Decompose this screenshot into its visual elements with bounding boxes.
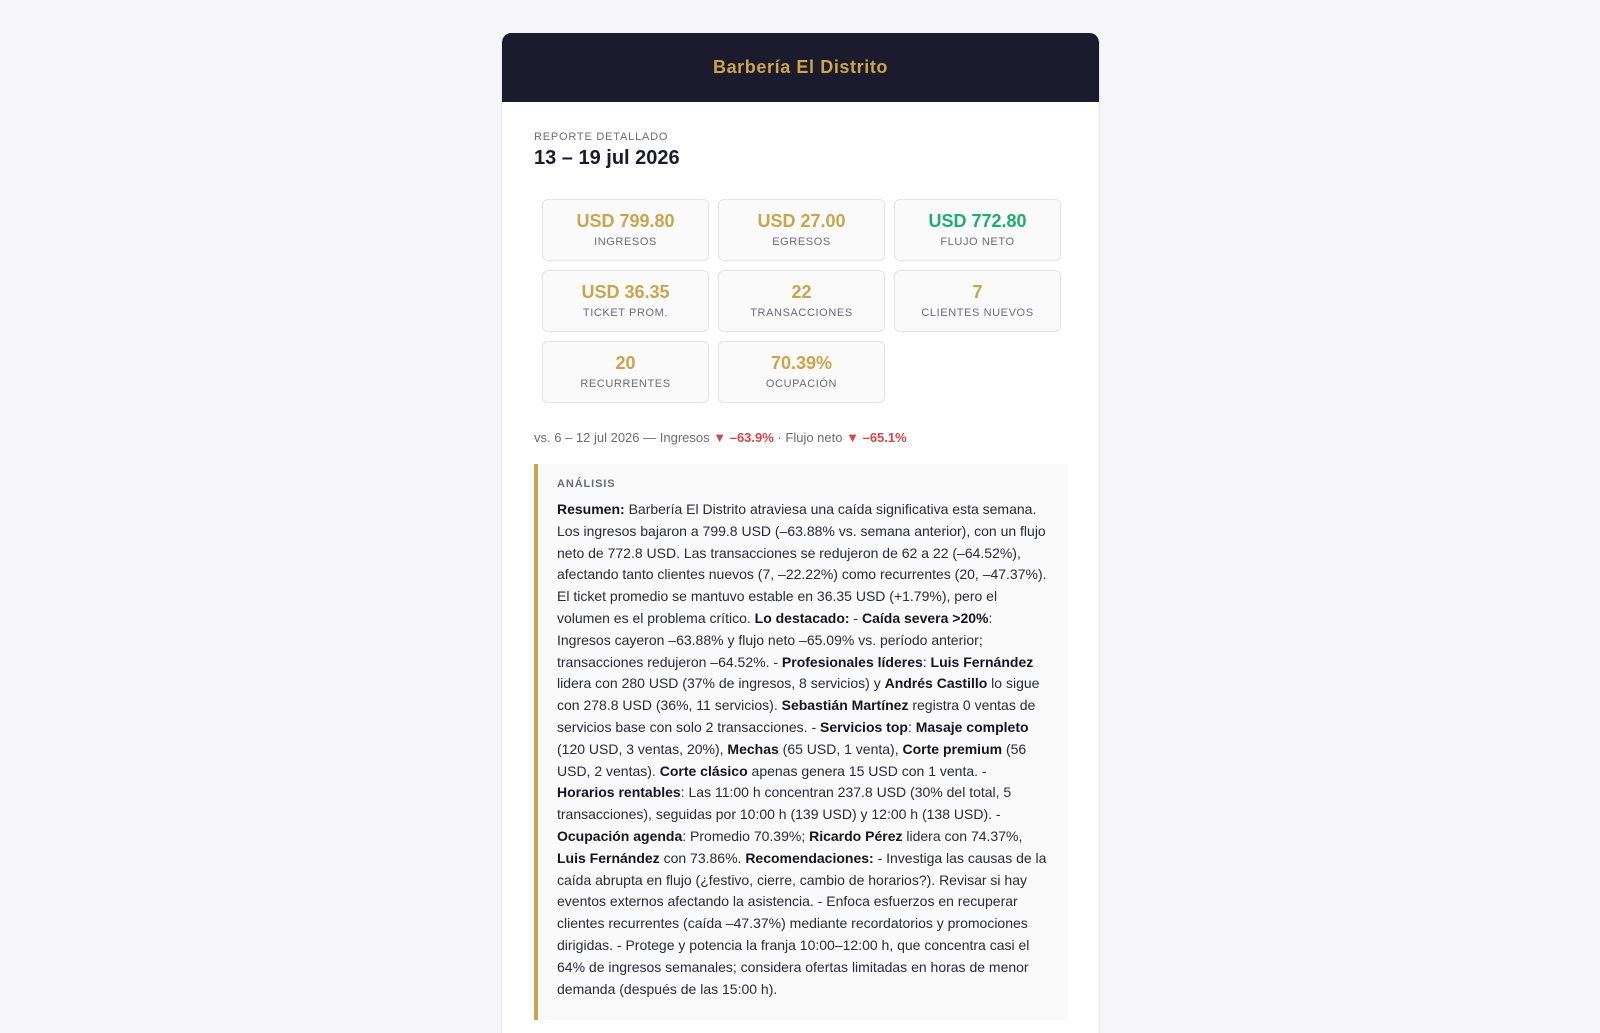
- analysis-text: [557, 499, 1047, 1000]
- analysis-highlight: Corte clásico: [659, 762, 748, 779]
- kpi-value: USD 36.35: [581, 282, 670, 302]
- comparison-prefix: vs. 6 – 12 jul 2026 — Ingresos: [534, 430, 710, 445]
- analysis-highlight: Horarios rentables: [557, 784, 681, 801]
- analysis-highlight: Luis Fernández: [930, 653, 1034, 670]
- report-header: [502, 33, 1099, 102]
- kpi-value: USD 772.80: [928, 211, 1027, 231]
- analysis-highlight: Sebastián Martínez: [781, 697, 909, 714]
- kpi-value: 7: [972, 282, 983, 302]
- analysis-segment: Barbería El Distrito atraviesa una caída significativa esta semana. Los ingresos bajaron a 799.8 USD (–63.88% vs. semana anterior), con un flujo neto de 772.8 USD. Las transacciones se redujeron de 62 a 22 (–64.52%), afectando tanto clientes nuevos (7, –22.22%) como recurrentes (20, –47.37%). El ticket promedio se mantuvo estable en 36.35 USD (+1.79%), pero el volumen es el problema crítico.: [557, 501, 1047, 626]
- analysis-segment: : Las 11:00 h concentran 237.8 USD (30% del total, 5 transacciones), seguidas por 10:00 h (139 USD) y 12:00 h (138 USD). -: [557, 784, 1012, 823]
- kpi-label: RECURRENTES: [580, 378, 671, 390]
- analysis-segment: (120 USD, 3 ventas, 20%),: [557, 740, 728, 757]
- kpi-value: 22: [791, 282, 812, 302]
- analysis-segment: : Ingresos cayeron –63.88% y flujo neto –65.09% vs. período anterior; transacciones redujeron –64.52%. -: [557, 609, 993, 670]
- kpi-value: USD 799.80: [576, 211, 675, 231]
- period-comparison: [534, 430, 1067, 445]
- analysis-segment: con 73.86%.: [659, 849, 746, 866]
- report-body: [502, 102, 1099, 1020]
- analysis-segment: :: [922, 653, 931, 670]
- kpi-card-ingresos: [542, 199, 709, 261]
- analysis-panel: [534, 464, 1067, 1020]
- report-card: [501, 33, 1100, 1033]
- analysis-segment: lidera con 74.37%,: [902, 827, 1023, 844]
- ingresos-change: ▼ –63.9%: [713, 430, 774, 445]
- analysis-segment: -: [849, 609, 862, 626]
- kpi-label: CLIENTES NUEVOS: [921, 307, 1034, 319]
- analysis-segment: : Promedio 70.39%;: [682, 827, 810, 844]
- analysis-highlight: Lo destacado:: [754, 609, 850, 626]
- kpi-card-clientes-nuevos: [894, 270, 1061, 332]
- analysis-segment: registra 0 ventas de servicios base con solo 2 transacciones. -: [557, 697, 1036, 735]
- kpi-card-recurrentes: [542, 341, 709, 403]
- flujo-change: ▼ –65.1%: [846, 430, 907, 445]
- analysis-segment: (56 USD, 2 ventas).: [557, 740, 1027, 779]
- kpi-card-egresos: [718, 199, 885, 261]
- analysis-segment: lidera con 280 USD (37% de ingresos, 8 servicios) y: [557, 675, 885, 692]
- analysis-highlight: Corte premium: [902, 740, 1003, 757]
- report-date-range: 13 – 19 jul 2026: [534, 147, 680, 169]
- analysis-highlight: Servicios top: [820, 718, 908, 735]
- analysis-segment: (65 USD, 1 venta),: [778, 740, 903, 757]
- analysis-highlight: Ricardo Pérez: [809, 827, 903, 844]
- analysis-highlight: Resumen:: [557, 501, 625, 517]
- analysis-segment: :: [907, 718, 916, 735]
- kpi-value: USD 27.00: [757, 211, 846, 231]
- analysis-highlight: Andrés Castillo: [884, 675, 988, 692]
- kpi-grid: [542, 199, 1067, 403]
- analysis-highlight: Profesionales líderes: [781, 653, 923, 670]
- kpi-label: TICKET PROM.: [582, 307, 669, 319]
- analysis-segment: - Investiga las causas de la caída abrupta en flujo (¿festivo, cierre, cambio de horarios?). Revisar si hay eventos externos afectando la asistencia. - Enfoca esfuerzos en recuperar clientes recurrentes (caída –47.37%) mediante recordatorios y promociones dirigidas. - Protege y potencia la franja 10:00–12:00 h, que concentra casi el 64% de ingresos semanales; considera ofertas limitadas en horas de menor demanda (después de las 15:00 h).: [557, 849, 1047, 997]
- kpi-card-ocupacion: [718, 341, 885, 403]
- analysis-segment: apenas genera 15 USD con 1 venta. -: [747, 762, 987, 779]
- analysis-highlight: Luis Fernández: [557, 849, 660, 866]
- report-eyebrow: REPORTE DETALLADO: [534, 131, 669, 143]
- kpi-value: 20: [615, 353, 636, 373]
- analysis-highlight: Caída severa >20%: [862, 609, 989, 626]
- kpi-value: 70.39%: [770, 353, 833, 373]
- kpi-label: TRANSACCIONES: [750, 307, 853, 319]
- analysis-highlight: Masaje completo: [915, 718, 1029, 735]
- brand-name: Barbería El Distrito: [712, 57, 889, 77]
- kpi-card-transacciones: [718, 270, 885, 332]
- comparison-separator: · Flujo neto: [777, 430, 843, 445]
- kpi-card-flujo-neto: [894, 199, 1061, 261]
- kpi-label: INGRESOS: [594, 236, 657, 248]
- kpi-card-ticket-prom: [542, 270, 709, 332]
- analysis-title: ANÁLISIS: [557, 478, 616, 490]
- kpi-label: OCUPACIÓN: [765, 378, 838, 390]
- kpi-label: FLUJO NETO: [940, 236, 1015, 248]
- analysis-highlight: Recomendaciones:: [745, 849, 874, 866]
- analysis-highlight: Mechas: [727, 740, 779, 757]
- analysis-segment: lo sigue con 278.8 USD (36%, 11 servicios).: [557, 675, 1040, 714]
- kpi-label: EGRESOS: [772, 236, 831, 248]
- analysis-highlight: Ocupación agenda: [557, 827, 683, 844]
